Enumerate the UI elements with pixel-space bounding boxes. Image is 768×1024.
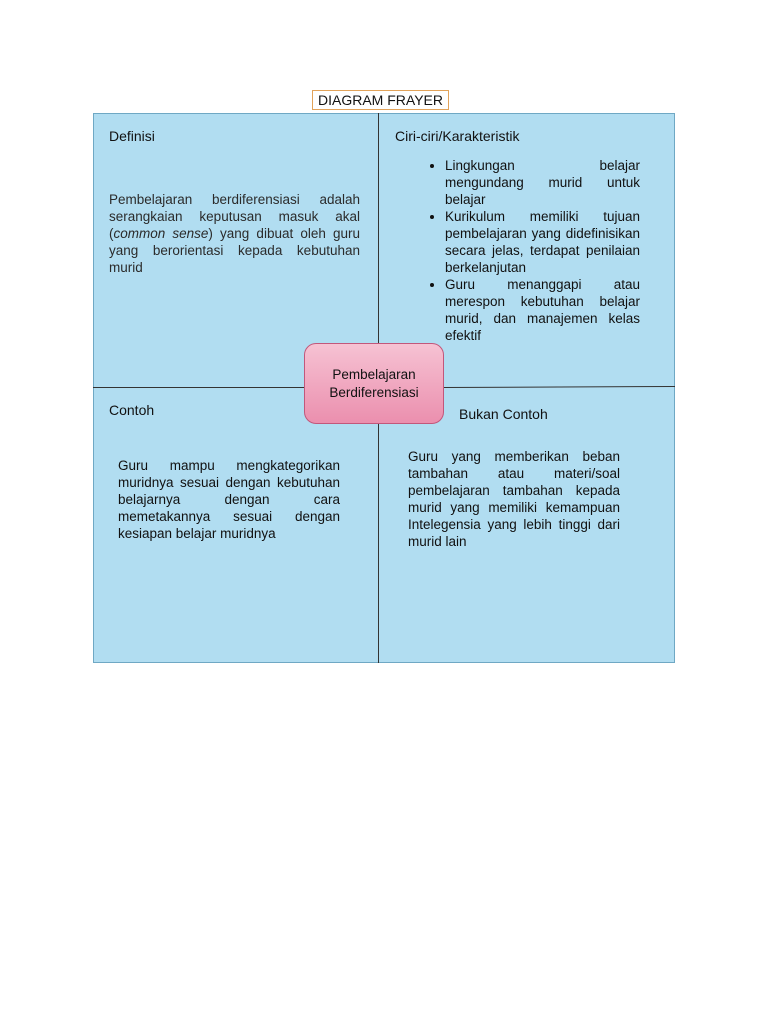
contoh-text: Guru mampu mengkategorikan muridnya sesuai dengan kebutuhan belajarnya dengan cara memetakannya sesuai dengan kesiapan belajar muridnya [118,458,340,541]
karakteristik-item: • Kurikulum memiliki tujuan pembelajaran yang didefinisikan secara jelas, terdapat penilaian berkelanjutan [445,208,640,276]
definisi-heading: Definisi [109,128,155,144]
contoh-heading: Contoh [109,402,155,418]
horizontal-divider-left [93,387,305,388]
karakteristik-list [421,157,640,344]
karakteristik-heading: Ciri-ciri/Karakteristik [395,128,520,144]
center-concept-box [304,343,444,424]
definisi-text-part2: ) yang dibuat oleh guru yang berorientasi kepada kebutuhan murid [109,226,360,275]
diagram-title: DIAGRAM FRAYER [312,90,449,110]
karakteristik-item: • Guru menanggapi atau merespon kebutuhan belajar murid, dan manajemen kelas efektif [445,276,640,344]
karakteristik-item: • Lingkungan belajar mengundang murid untuk belajar [445,157,640,208]
center-concept-line1: Pembelajaran [332,366,416,382]
definisi-emphasis: common sense [113,226,209,241]
definisi-text [109,191,360,276]
definisi-text-part1: Pembelajaran berdiferensiasi adalah serangkaian keputusan masuk akal ( [109,192,360,241]
bukan-contoh-heading: Bukan Contoh [459,406,548,422]
bukan-contoh-text: Guru yang memberikan beban tambahan atau materi/soal pembelajaran tambahan kepada murid yang memiliki kemampuan Intelegensia yang lebih tinggi dari murid lain [408,449,620,549]
center-concept-line2: Berdiferensiasi [329,384,419,400]
